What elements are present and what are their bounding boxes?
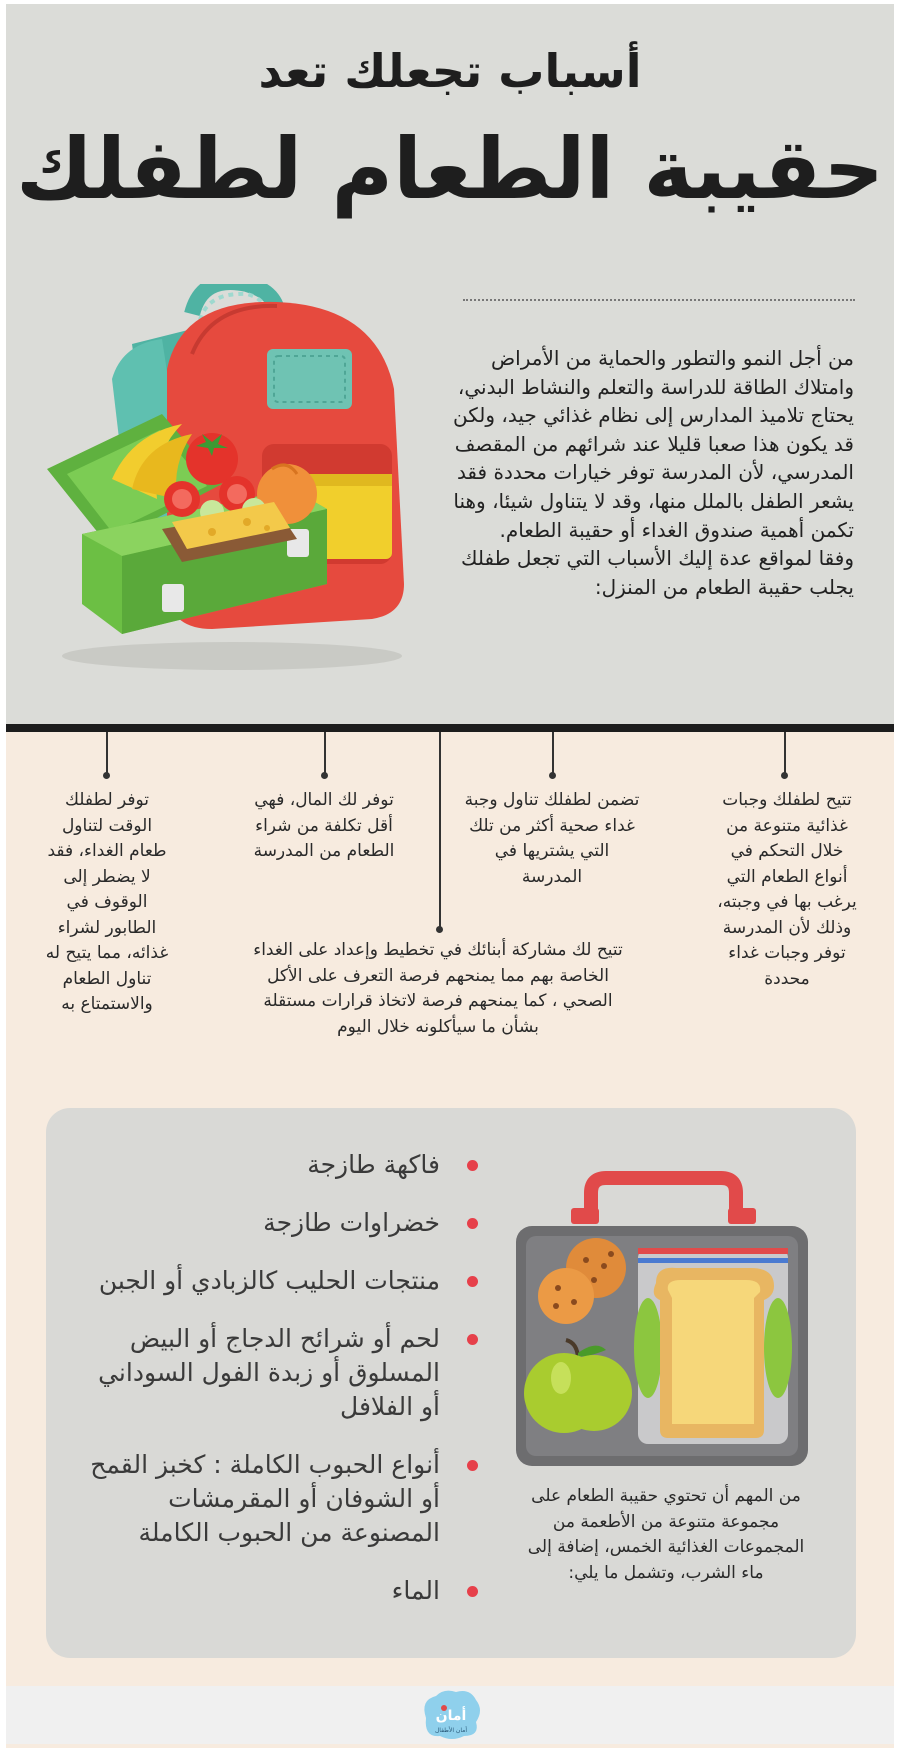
header-section bbox=[6, 4, 894, 724]
bullet-icon bbox=[467, 1218, 478, 1229]
connector-dot bbox=[321, 772, 328, 779]
connector-line bbox=[106, 732, 108, 774]
list-item: الماء bbox=[88, 1574, 478, 1608]
reason-5: توفر لطفلك الوقت لتناول طعام الغداء، فقد لا يضطر إلى الوقوف في الطابور لشراء غذائه، مما يتيح له تناول الطعام والاستمتاع به bbox=[45, 790, 169, 1014]
list-item: خضراوات طازجة bbox=[88, 1206, 478, 1240]
infographic bbox=[6, 4, 894, 1744]
list-item: لحم أو شرائح الدجاج أو البيض المسلوق أو زبدة الفول السوداني أو الفلافل bbox=[88, 1322, 478, 1424]
bullet-icon bbox=[467, 1460, 478, 1471]
box-note: من المهم أن تحتوي حقيبة الطعام على مجموعة متنوعة من الأطعمة من المجموعات الغذائية الخمس، إضافة إلى ماء الشرب، وتشمل ما يلي: bbox=[527, 1486, 805, 1583]
backpack-lunchbox-illustration bbox=[42, 284, 442, 684]
reason-2: تضمن لطفلك تناول وجبة غداء صحية أكثر من تلك التي يشتريها في المدرسة bbox=[464, 790, 640, 887]
lunchbox-contents-box bbox=[46, 1108, 856, 1658]
bullet-icon bbox=[467, 1276, 478, 1287]
dotted-divider bbox=[463, 299, 855, 301]
section-divider bbox=[6, 724, 894, 732]
reason-3: تتيح لك مشاركة أبنائك في تخطيط وإعداد على الغداء الخاصة بهم مما يمنحهم فرصة التعرف على الأكل الصحي ، كما يمنحهم فرصة لاتخاذ قرارات مستقلة بشأن ما سيأكلونه خلال اليوم bbox=[253, 940, 623, 1037]
connector-dot bbox=[549, 772, 556, 779]
intro-paragraph-2: وفقا لمواقع عدة إليك الأسباب التي تجعل طفلك يجلب حقيبة الطعام من المنزل: bbox=[461, 546, 854, 599]
list-item: فاكهة طازجة bbox=[88, 1148, 478, 1182]
intro-text bbox=[444, 344, 854, 601]
connector-dot bbox=[103, 772, 110, 779]
aman-logo bbox=[418, 1688, 484, 1742]
logo-text: أمان bbox=[435, 1708, 467, 1724]
reason-4: توفر لك المال، فهي أقل تكلفة من شراء الطعام من المدرسة bbox=[253, 790, 395, 861]
reason-1: تتيح لطفلك وجبات غذائية متنوعة من خلال التحكم في أنواع الطعام التي يرغب بها في وجبته، وذلك لأن المدرسة توفر وجبات غداء محددة bbox=[717, 790, 857, 989]
bullet-icon bbox=[467, 1586, 478, 1597]
bullet-icon bbox=[467, 1334, 478, 1345]
logo-subtext: أمان الأطفال bbox=[434, 1727, 468, 1734]
list-item: منتجات الحليب كالزبادي أو الجبن bbox=[88, 1264, 478, 1298]
list-item: أنواع الحبوب الكاملة : كخبز القمح أو الشوفان أو المقرمشات المصنوعة من الحبوب الكاملة bbox=[88, 1448, 478, 1550]
connector-line bbox=[324, 732, 326, 774]
connector-line bbox=[552, 732, 554, 774]
footer bbox=[6, 1686, 894, 1744]
lunchbox-illustration bbox=[516, 1168, 816, 1468]
connector-line bbox=[439, 732, 441, 928]
connector-dot bbox=[436, 926, 443, 933]
connector-dot bbox=[781, 772, 788, 779]
bullet-icon bbox=[467, 1160, 478, 1171]
title-top: أسباب تجعلك تعد bbox=[258, 44, 642, 98]
intro-paragraph-1: من أجل النمو والتطور والحماية من الأمراض وامتلاك الطاقة للدراسة والتعلم والنشاط البدني، يحتاج تلاميذ المدارس إلى نظام غذائي جيد، ولكن قد يكون هذا صعبا قليلا عند شرائهم من المقصف المدرسي، لأن المدرسة توفر خيارات محددة فقد يشعر الطفل بالملل منها، وقد لا يتناول شيئا، وهنا تكمن أهمية صندوق الغداء أو حقيبة الطعام. bbox=[453, 346, 854, 542]
page-title: حقيبة الطعام لطفلك bbox=[15, 120, 884, 218]
connector-line bbox=[784, 732, 786, 774]
food-list bbox=[88, 1148, 478, 1608]
